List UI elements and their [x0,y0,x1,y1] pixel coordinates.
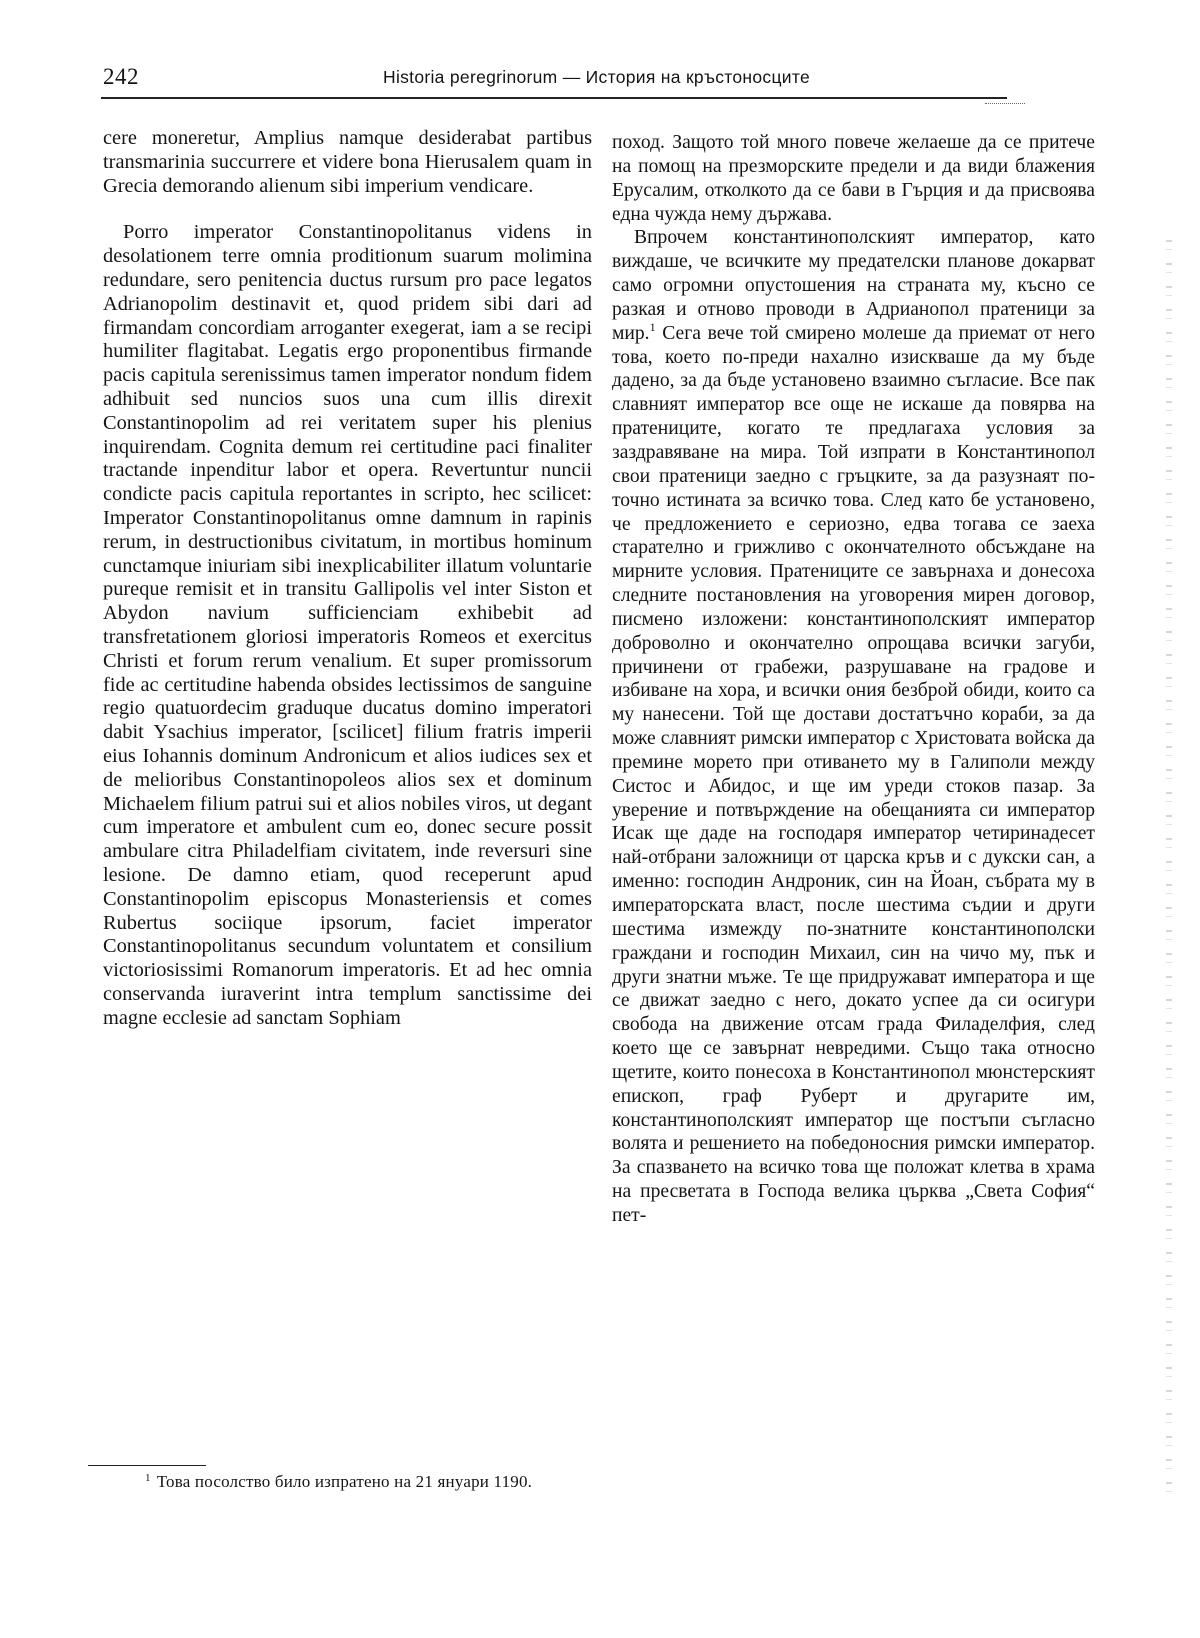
footnote-rule [88,1465,206,1466]
running-title: Historia peregrinorum — История на кръстоносците [383,67,810,87]
footnote-marker: 1 [145,1472,151,1484]
bulgarian-paragraph-2-part-2: Сега вече той смирено молеше да приемат от него това, което по-преди нахално изискваше да му бъде дадено, за да бъде установено взаимно съгласие. Все пак славният император все още не искаше да повярва на пратениците, когато те предлагаха условия за заздравяване на мира. Той изпрати в Константинопол свои пратеници заедно с гръцките, за да разузнаят по-точно истината за всичко това. След като бе установено, че предложението е сериозно, едва тогава се заеха старателно и грижливо с окончателното обсъждане на мирните условия. Пратениците се завърнаха и донесоха следните постановления на уговорения мирен договор, писмено изложени: константинополският император доброволно и окончателно опрощава всички загуби, причинени от грабежи, разрушаване на градове и избиване на хора, и всички ония безброй обиди, които са му нанесени. Той ще достави достатъчно кораби, за да може славният римски император с Христовата войска да премине морето при отиването му в Галиполи между Систос и Абидос, и ще им уреди стоков пазар. За уверение и потвърждение на обещанията си император Исак ще даде на господаря император четиринадесет най-отбрани заложници от царска кръв и с дукски сан, а именно: господин Андроник, син на Йоан, събрата му в императорската власт, после шестима съдии и други шестима измежду по-знатните константинополски граждани и господин Михаил, син на чичо му, пък и други знатни мъже. Те ще придружават императора и ще се движат заедно с него, докато успее да си осигури свобода на движение отсам града Филаделфия, след което ще се завърнат невредими. Също така относно щетите, които понесоха в Константинопол мюнстерският епископ, граф Руберт и другарите им, константинополският император ще постъпи съгласно волята и решението на победоносния римски император. За спазването на всичко това ще положат клетва в храма на пресветата в Господа велика църква „Света София“ пет- [612,322,1095,1226]
footnote-text: Това посолство било изпратено на 21 януари 1190. [156,1472,533,1491]
bulgarian-paragraph-2-part-1: Впрочем константинополският император, като виждаше, че всичките му предателски планове докарват само огромни опустошения на страната му, късно се разкая и отново проводи в Адрианопол пратеници за мир. [612,227,1095,344]
page-number: 242 [103,64,139,89]
bulgarian-paragraph-2 [612,226,1095,1227]
header-rule-tail [985,103,1025,104]
latin-column [103,127,592,1030]
latin-paragraph-1: cere moneretur, Amplius namque desiderabat partibus transmarinia succurrere et videre bona Hierusalem quam in Grecia demorando alienum sibi imperium vendicare. [103,127,592,197]
scan-edge-artifact [1166,240,1172,1500]
footnote [145,1472,532,1492]
latin-paragraph-2: Porro imperator Constantinopolitanus videns in desolationem terre omnia proditionum suarum molimina redundare, sero penitencia ductus rursum pro pace legatos Adrianopolim destinavit et, quod pridem sibi dari ad firmandam concordiam arroganter exegerat, iam a se recipi humiliter flagitabat. Legatis ergo proponentibus firmande pacis capitula serenissimus tamen imperator nondum fidem adhibuit sed nuncios suos una cum illis direxit Constantinopolim ad rei veritatem super his plenius inquirendam. Cognita demum rei certitudine paci finaliter tractande inpenditur labor et opera. Revertuntur nuncii condicte pacis capitula reportantes in scripto, hec scilicet: Imperator Constantinopolitanus omne damnum in rapinis rerum, in destructionibus civitatum, in mortibus hominum cunctamque iniuriam sibi inexplicabiliter illatum voluntarie pureque remisit et in transitu Gallipolis vel inter Siston et Abydon navium sufficienciam exhibebit ad transfretationem gloriosi imperatoris Romeos et exercitus Christi et forum rerum venalium. Et super promissorum fide ac certitudine habenda obsides lectissimos de sanguine regio quatuordecim graduque ducatus domino imperatori dabit Ysachius imperator, [scilicet] filium fratris imperii eius Iohannis dominum Andronicum et alios iudices sex et de melioribus Constantinopoleos alios sex et dominum Michaelem filium patrui sui et alios nobiles viros, ut degant cum imperatore et ambulent cum eo, donec secure possit ambulare citra Philadelfiam civitatem, inde reversuri sine lesione. De damno etiam, quod receperunt apud Constantinopolim episcopus Monasteriensis et comes Rubertus sociique ipsorum, faciet imperator Constantinopolitanus secundum voluntatem et consilium victoriosissimi Romanorum imperatoris. Et ad hec omnia conservanda iuraverint intra templum sanctissime dei magne ecclesie ad sanctam Sophiam [103,221,592,1029]
header-rule [101,97,1007,99]
bulgarian-paragraph-1: поход. Защото той много повече желаеше да се притече на помощ на презморските предели и да види блажения Ерусалим, отколкото да се бави в Гърция и да присвоява една чужда нему държава. [612,132,1095,225]
footnote-reference[interactable]: 1 [649,319,656,334]
bulgarian-column [612,131,1095,1228]
